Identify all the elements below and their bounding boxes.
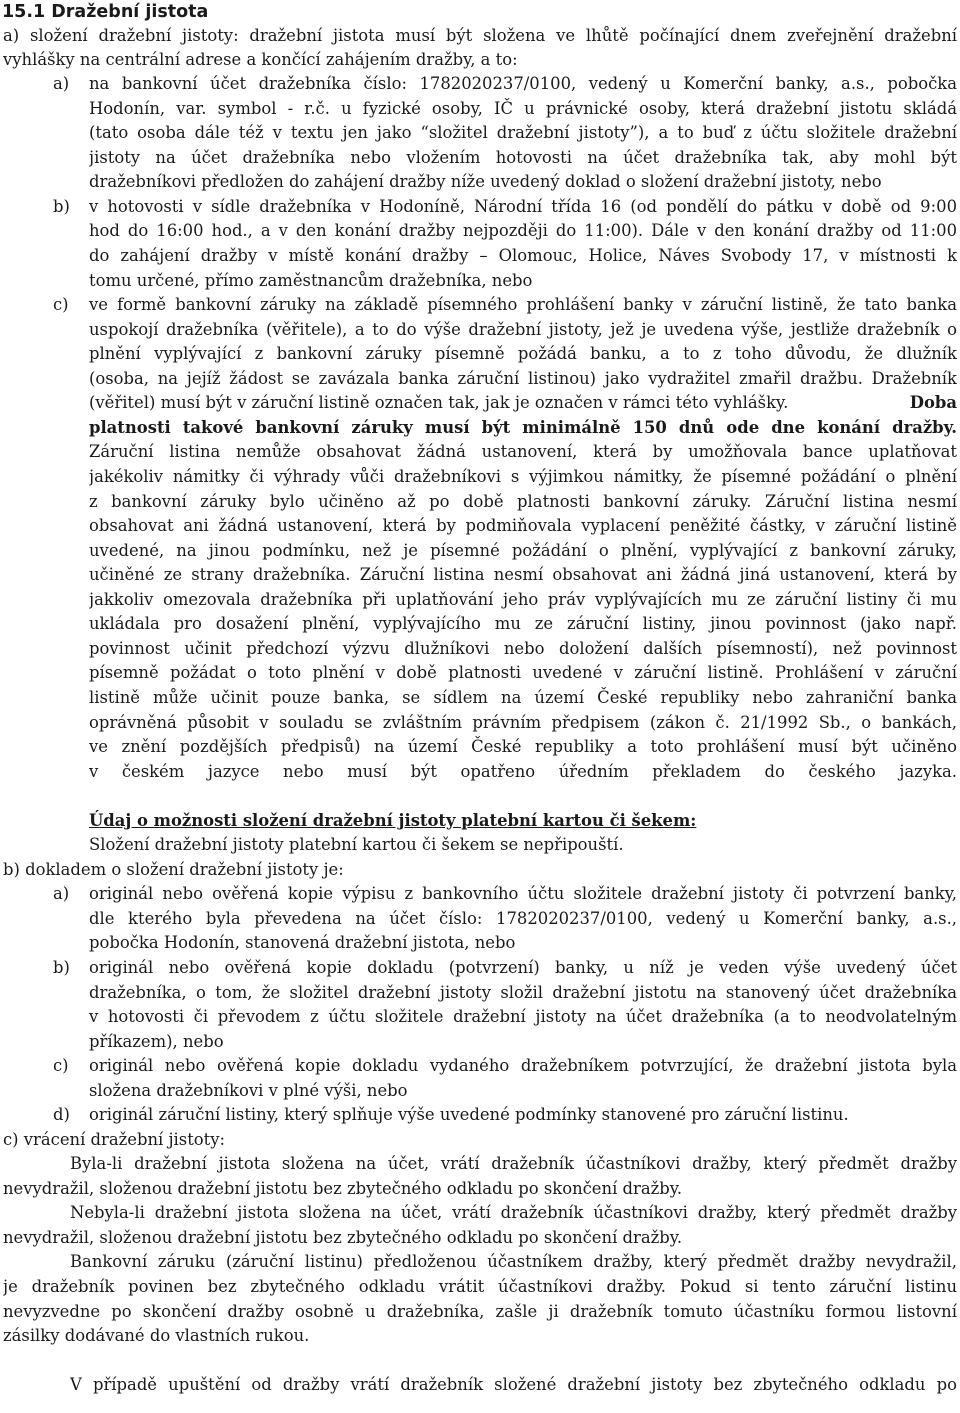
list-label: d) xyxy=(53,1105,70,1124)
text-line: originál nebo ověřená kopie výpisu z bankovního účtu složitele dražební jistoty či potvrzení banky, xyxy=(89,884,957,903)
text-line: originál nebo ověřená kopie dokladu (potvrzení) banky, u níž je veden výše uvedený účet xyxy=(89,958,957,977)
emphasis-text: platnosti takové bankovní záruky musí být minimálně 150 dnů ode dne konání dražby. xyxy=(89,418,957,437)
text-line: dle kterého byla převedena na účet číslo: 1782020237/0100, vedený u Komerční banky, a.s., xyxy=(89,909,957,928)
text-line: zásilky dodávané do vlastních rukou. xyxy=(3,1326,310,1345)
text-line: v českém jazyce nebo musí být opatřeno úředním překladem do českého jazyka. xyxy=(89,762,957,781)
text-line: ukládala pro dosažení plnění, vyplývajícího mu ze záruční listiny, jinou povinnost (jako např. xyxy=(89,614,957,633)
text-line: nevydražil, složenou dražební jistotu bez zbytečného odkladu po skončení dražby. xyxy=(3,1228,683,1247)
list-label: a) xyxy=(53,884,70,903)
text-line: jakékoliv námitky či výhrady vůči dražebníkovi s výjimkou námitky, že písemné požádání o plnění xyxy=(89,467,957,486)
text-line: do zahájení dražby v místě konání dražby – Olomouc, Holice, Náves Svobody 17, v místnosti k xyxy=(89,246,957,265)
text-line: jakkoliv omezovala dražebníka při uplatňování jeho práv vyplývajících mu ze záruční listiny či mu xyxy=(89,590,957,609)
text-line xyxy=(89,391,957,416)
text-segment: (věřitel) musí být v záruční listině označen tak, jak je označen v rámci této vyhlášky. xyxy=(89,393,789,412)
text-line: nevyzvedne po skončení dražby osobně u dražebníka, zašle ji dražebník tomuto účastníku formou listovní xyxy=(3,1302,957,1321)
card-heading: Údaj o možnosti složení dražební jistoty platební kartou či šekem: xyxy=(89,811,697,830)
section-c-title: c) vrácení dražební jistoty: xyxy=(3,1130,226,1149)
text-line: uvedené, na jinou podmínku, než je písemné požádání o plnění, vyplývající z bankovní záruky, xyxy=(89,541,957,560)
section-heading: 15.1 Dražební jistota xyxy=(2,2,209,22)
text-line: originál záruční listiny, který splňuje výše uvedené podmínky stanovené pro záruční listinu. xyxy=(89,1105,849,1124)
text-line: oprávněná působit v souladu se zvláštním právním předpisem (zákon č. 21/1992 Sb., o bankách, xyxy=(89,713,957,732)
emphasis-text: Doba xyxy=(909,393,957,412)
text-line: Hodonín, var. symbol - r.č. u fyzické osoby, IČ u právnické osoby, která dražební jistotu skládá xyxy=(89,99,957,118)
text-line: dražebníkovi předložen do zahájení dražby níže uvedený doklad o složení dražební jistoty, nebo xyxy=(89,172,882,191)
section-b-title: b) dokladem o složení dražební jistoty je: xyxy=(3,860,344,879)
text-line: Záruční listina nemůže obsahovat žádná ustanovení, která by umožňovala bance uplatňovat xyxy=(89,442,957,461)
card-text: Složení dražební jistoty platební kartou či šekem se nepřipouští. xyxy=(89,835,624,854)
text-line: listině může učinit pouze banka, se sídlem na území České republiky nebo zahraniční banka xyxy=(89,688,957,707)
list-label: b) xyxy=(53,197,70,216)
text-line: povinnost učinit předchozí výzvu dlužníkovi nebo doložení dalších písemností), než povinnost xyxy=(89,639,957,658)
text-line: v hotovosti v sídle dražebníka v Hodoníně, Národní třída 16 (od pondělí do pátku v době od 9:00 xyxy=(89,197,957,216)
list-label: a) xyxy=(53,74,70,93)
text-line: hod do 16:00 hod., a v den konání dražby nejpozději do 11:00). Dále v den konání dražby od 11:00 xyxy=(89,221,957,240)
text-line: učiněné ze strany dražebníka. Záruční listina nesmí obsahovat ani žádná jiná ustanovení, která by xyxy=(89,565,957,584)
text-line: z bankovní záruky bylo učiněno až po době platnosti bankovní záruky. Záruční listina nesmí xyxy=(89,492,957,511)
text-line: V případě upuštění od dražby vrátí dražebník složené dražební jistoty bez zbytečného odkladu po xyxy=(70,1375,957,1394)
text-line: (tato osoba dále též v textu jen jako “složitel dražební jistoty”), a to buď z účtu složitele dražební xyxy=(89,123,957,142)
text-line: ve formě bankovní záruky na základě písemného prohlášení banky v záruční listině, že tato banka xyxy=(89,295,957,314)
text-line: (osoba, na jejíž žádost se zavázala banka záruční listinou) jako vydražitel zmařil dražbu. Dražebník xyxy=(89,369,957,388)
text-line: a) složení dražební jistoty: dražební jistota musí být složena ve lhůtě počínající dnem zveřejnění dražební xyxy=(3,26,957,45)
text-line: obsahovat ani žádná ustanovení, která by podmiňovala vyplacení peněžité částky, v záruční listině xyxy=(89,516,957,535)
text-line: vyhlášky na centrální adrese a končící zahájením dražby, a to: xyxy=(3,50,518,69)
text-line: jistoty na účet dražebníka nebo vložením hotovosti na účet dražebníka tak, aby mohl být xyxy=(89,148,957,167)
text-line: písemně požádat o toto plnění v době platnosti uvedené v záruční listině. Prohlášení v záruční xyxy=(89,663,957,682)
text-line: pobočka Hodonín, stanovená dražební jistota, nebo xyxy=(89,933,516,952)
text-line: nevydražil, složenou dražební jistotu bez zbytečného odkladu po skončení dražby. xyxy=(3,1179,683,1198)
text-line: uspokojí dražebníka (věřitele), a to do výše dražební jistoty, jež je uvedena výše, jestliže dražebník o xyxy=(89,320,957,339)
text-line: je dražebník povinen bez zbytečného odkladu vrátit účastníkovi dražby. Pokud si tento záruční listinu xyxy=(3,1277,957,1296)
text-line: příkazem), nebo xyxy=(89,1032,224,1051)
list-label: b) xyxy=(53,958,70,977)
text-line: na bankovní účet dražebníka číslo: 1782020237/0100, vedený u Komerční banky, a.s., pobočka xyxy=(89,74,957,93)
text-line: Nebyla-li dražební jistota složena na účet, vrátí dražebník účastníkovi dražby, který předmět dražby xyxy=(70,1203,957,1222)
text-line: dražebníka, o tom, že složitel dražební jistoty složil dražební jistotu na stanovený účet dražebníka xyxy=(89,983,957,1002)
text-line: Byla-li dražební jistota složena na účet, vrátí dražebník účastníkovi dražby, který předmět dražby xyxy=(70,1154,957,1173)
text-line: plnění vyplývající z bankovní záruky písemně požádá banku, a to z toho důvodu, že dlužník xyxy=(89,344,957,363)
text-line: originál nebo ověřená kopie dokladu vydaného dražebníkem potvrzující, že dražební jistota byla xyxy=(89,1056,957,1075)
list-label: c) xyxy=(53,295,69,314)
text-line: Bankovní záruku (záruční listinu) předloženou účastníkem dražby, který předmět dražby nevydražil, xyxy=(70,1252,957,1271)
text-line: ve znění pozdějších předpisů) na území České republiky a toto prohlášení musí být učiněno xyxy=(89,737,957,756)
text-line: složena dražebníkovi v plné výši, nebo xyxy=(89,1081,408,1100)
list-label: c) xyxy=(53,1056,69,1075)
text-line: tomu určené, přímo zaměstnancům dražebníka, nebo xyxy=(89,271,533,290)
text-line: v hotovosti či převodem z účtu složitele dražební jistoty na účet dražebníka (a to neodvolatelným xyxy=(89,1007,957,1026)
